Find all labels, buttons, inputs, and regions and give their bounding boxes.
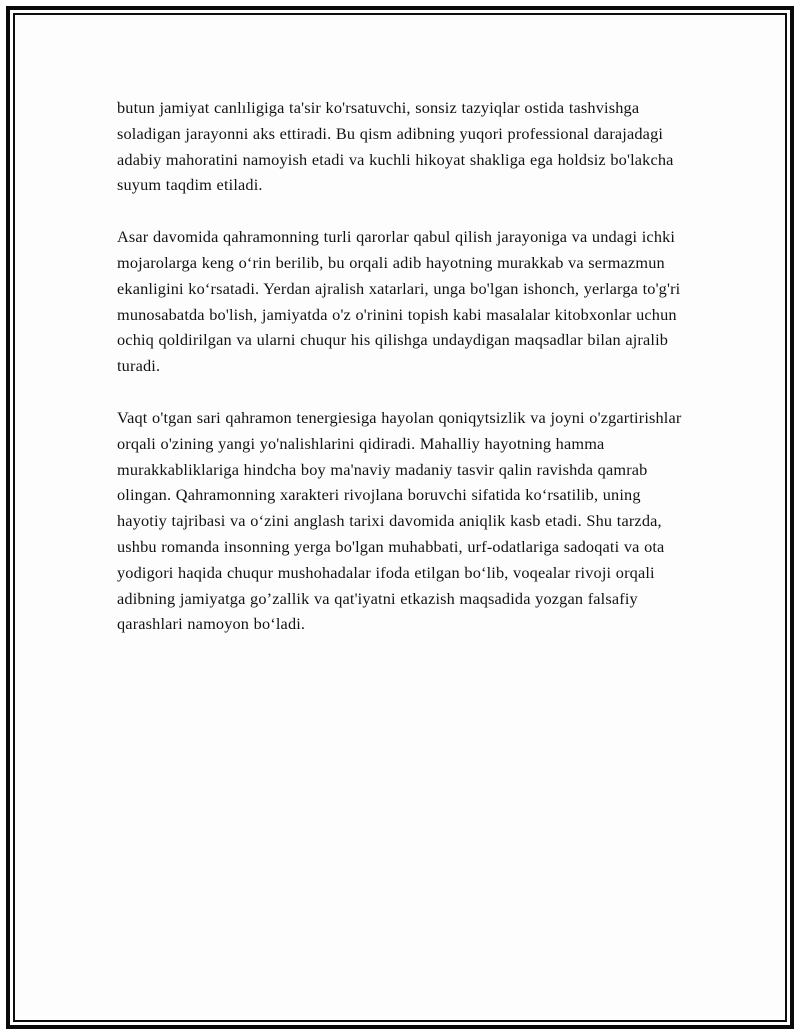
document-text-body: [117, 95, 689, 637]
document-paragraph: butun jamiyat canlıligiga ta'sir ko'rsatuvchi, sonsiz tazyiqlar ostida tashvishga soladigan jarayonni aks ettiradi. Bu qism adibning yuqori professional darajadagi adabiy mahoratini namoyish etadi va kuchli hikoyat shakliga ega holdsiz bo'lakcha suyum taqdim etiladi.: [117, 98, 674, 195]
document-page-frame: [6, 6, 794, 1029]
document-paragraph: Vaqt o'tgan sari qahramon tenergiesiga hayolan qoniqytsizlik va joyni o'zgartirishlar orqali o'zining yangi yo'nalishlarini qidiradi. Mahalliy hayotning hamma murakkabliklariga hindcha boy ma'naviy madaniy tasvir qalin ravishda qamrab olingan. Qahramonning xarakteri rivojlana boruvchi sifatida ko‘rsatilib, uning hayotiy tajribasi va o‘zini anglash tarixi davomida aniqlik kasb etadi. Shu tarzda, ushbu romanda insonning yerga bo'lgan muhabbati, urf-odatlariga sadoqati va ota yodigori haqida chuqur mushohadalar ifoda etilgan bo‘lib, voqealar rivoji orqali adibning jamiyatga go’zallik va qat'iyatni etkazish maqsadida yozgan falsafiy qarashlari namoyon bo‘ladi.: [117, 407, 682, 634]
document-paragraph: Asar davomida qahramonning turli qarorlar qabul qilish jarayoniga va undagi ichki mojarolarga keng o‘rin berilib, bu orqali adib hayotning murakkab va sermazmun ekanligini ko‘rsatadi. Yerdan ajralish xatarlari, unga bo'lgan ishonch, yerlarga to'g'ri munosabatda bo'lish, jamiyatda o'z o'rinini topish kabi masalalar kitobxonlar uchun ochiq qoldirilgan va ularni chuqur his qilishga undaydigan maqsadlar bilan ajralib turadi.: [117, 227, 681, 376]
document-page-sheet: [15, 15, 785, 1020]
document-page-frame-inner-rule: [13, 13, 787, 1022]
